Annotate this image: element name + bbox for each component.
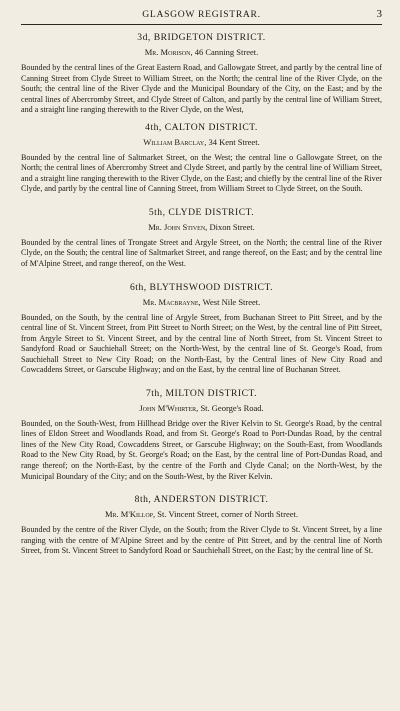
district-title: 3d, BRIDGETON DISTRICT. — [137, 32, 266, 43]
district-title: 5th, CLYDE DISTRICT. — [148, 206, 255, 218]
district-section-milton — [21, 388, 382, 482]
registrar-line — [21, 509, 382, 520]
district-section-blythswood — [21, 282, 382, 376]
registrar-name: John M'Whirter, — [139, 402, 199, 413]
registrar-line — [21, 137, 382, 148]
registrar-name: Mr. Morison, — [144, 47, 193, 57]
district-boundary-text: Bounded by the central lines of Trongate Street and Argyle Street, on the North; the central line of the River Clyde, on the South; the central line of Saltmarket Street, and range thereof, on the East; and by the central line of M'Alpine Street, and range thereof, on the West. — [21, 237, 382, 269]
district-section-bridgeton — [21, 32, 382, 116]
district-title: 6th, BLYTHSWOOD DISTRICT. — [129, 281, 273, 293]
registrar-address: 46 Canning Street. — [194, 47, 259, 57]
registrar-line — [21, 47, 382, 58]
registrar-line — [21, 403, 382, 414]
district-title: 4th, CALTON DISTRICT. — [145, 121, 258, 133]
district-boundary-text: Bounded by the centre of the River Clyde, on the South; from the River Clyde to St. Vincent Street, by a line ranging with the centre of M'Alpine Street and by the centre of Pitt Street, and by the central line of North Street, from St. Vincent Street to Sandyford Road or Sauchiehall Street, on the East; by the central line of St. — [21, 525, 382, 556]
district-boundary-text: Bounded by the central line of Saltmarket Street, on the West; the central line o Gallowgate Street, on the North; the central lines of Abercromby Street and Clyde Street, and partly by the central line of William Street, and a straight line ranging therewith to the River Clyde, on the East; and chiefly by the central line of the River Clyde, and partly by the central line of Canning Street, from William Street to Clyde Street, on the South. — [21, 152, 382, 194]
district-section-clyde — [21, 207, 382, 270]
district-title: 8th, ANDERSTON DISTRICT. — [134, 494, 269, 506]
district-boundary-text: Bounded by the central lines of the Great Eastern Road, and Gallowgate Street, and partly by the central line of Canning Street from Clyde Street to William Street, on the North; the central line of the River Clyde, on the South; the central line of the River Clyde and the Municipal Boundary of the City, on the East; and by the central lines of Abercromby Street, and Clyde Street of Calton, and partly by the central line of William Street, and a straight line ranging therewith to the River Clyde, on the West, — [21, 63, 382, 115]
district-boundary-text: Bounded, on the South, by the central line of Argyle Street, from Buchanan Street to Pitt Street, and by the central line of St. Vincent Street, from Pitt Street to North Street; on the West, by the central line of Pitt Street, from Argyle Street to St. Vincent Street, and by the central line of North Street, from St. Vincent Street to Sandyford Road or Sauchiehall Street; on the North-West, by the central line of St. George's Road, from Sauchiehall Street to New City Road; on the North-East, by the Central lines of New City Road and Cowcaddens Street, or Garscube Highway; and on the East, by the central line of Buchanan Street. — [21, 312, 382, 375]
registrar-address: West Nile Street. — [202, 296, 261, 307]
registrar-address: 34 Kent Street. — [208, 136, 260, 147]
registrar-name: William Barclay, — [143, 136, 207, 147]
registrar-address: St. George's Road. — [200, 402, 264, 413]
page-header — [21, 0, 382, 26]
registrar-name: Mr. M'Killop, — [104, 509, 156, 520]
registrar-line — [21, 222, 382, 233]
page-number: 3 — [376, 8, 382, 20]
running-title: GLASGOW REGISTRAR. — [142, 9, 261, 20]
district-section-calton — [21, 122, 382, 195]
registrar-name: Mr. John Stiven, — [148, 221, 208, 232]
registrar-address: St. Vincent Street, corner of North Street. — [157, 509, 299, 520]
header-rule — [21, 24, 382, 25]
district-boundary-text: Bounded, on the South-West, from Hillhead Bridge over the River Kelvin to St. George's Road, by the central lines of Eldon Street and Woodlands Road, and from St. George's Road to Port-Dundas Road, by the central lines of the New City Road, Cowcaddens Street, or Garscube Highway; on the South-East, from Woodlands Road to the New City Road, by St. George's Road; on the East, by the central line of Port-Dundas Road, and range thereof; on the North-East, by the centre of the Forth and Clyde Canal; on the North-West, by the Municipal Boundary of the City; and on the South-West, by the River Kelvin. — [21, 418, 382, 481]
registrar-address: Dixon Street. — [209, 221, 255, 232]
district-title: 7th, MILTON DISTRICT. — [145, 387, 258, 399]
registrar-line — [21, 297, 382, 308]
district-section-anderston — [21, 494, 382, 557]
registrar-name: Mr. Macbrayne, — [142, 296, 201, 307]
